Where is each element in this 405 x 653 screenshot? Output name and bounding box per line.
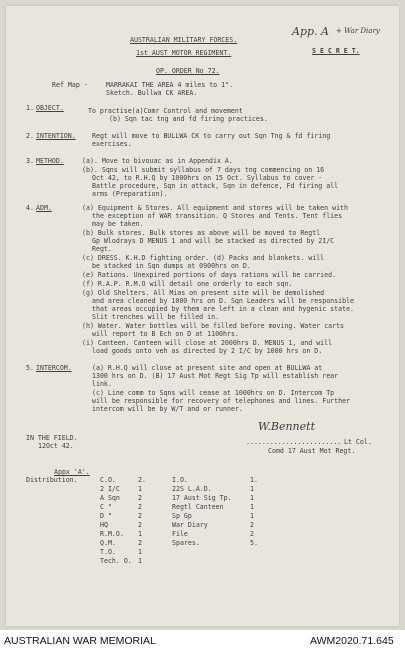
distribution-cell: File (172, 530, 188, 538)
distribution-cell: D " (100, 512, 112, 520)
para-number: 4. (26, 204, 34, 212)
distribution-cell: 1 (250, 512, 254, 520)
distribution-cell: R.M.O. (100, 530, 124, 538)
para-line: (b) Bulk stores. Bulk stores as above will be moved to Regtl (82, 229, 321, 237)
distribution-cell: 2 (250, 521, 254, 529)
para-number: 1. (26, 104, 34, 112)
para-line: Slit trenches will be filled in. (92, 313, 220, 321)
distribution-cell: 1 (250, 485, 254, 493)
para-line: To practise(a)Comr Control and movement (88, 107, 243, 115)
para-line: link. (92, 380, 112, 388)
para-line: (f) R.A.P. R.M.O will detail one orderly to each sqn. (82, 280, 293, 288)
distribution-cell: 2. (138, 476, 146, 484)
para-heading-method: METHOD. (36, 157, 64, 165)
para-line: intercom will be by W/T and or runner. (92, 405, 243, 413)
distribution-cell: Q.M. (100, 539, 116, 547)
footer-institution: AUSTRALIAN WAR MEMORIAL (4, 635, 156, 647)
distribution-cell: 5. (250, 539, 258, 547)
para-line: (g) Old Shelters. All Mias on present site will be demolished (82, 289, 325, 297)
para-line: (a) Equipment & Stores. All equipment and stores will be taken with (82, 204, 348, 212)
para-line: (c) DRESS. K.H.D fighting order. (d) Packs and blankets. will (82, 254, 325, 262)
distribution-cell: 2 I/C (100, 485, 120, 493)
field-place: IN THE FIELD. (26, 434, 78, 442)
distribution-cell: 1 (250, 494, 254, 502)
distribution-cell: War Diary (172, 521, 208, 529)
para-line: be stacked in Sqn dumps at 0900hrs on D. (92, 262, 251, 270)
ref-sketch: Sketch. Bullwa CK AREA. (106, 89, 198, 97)
distribution-cell: 2 (138, 494, 142, 502)
para-line: (c) Line comm to Sqns will cease at 1000hrs on D. Intercom Tp (92, 389, 335, 397)
distribution-cell: C " (100, 503, 112, 511)
distribution-cell: A Sqn (100, 494, 120, 502)
para-line: Oct 42, to R.H.Q by 1000hrs on 15 Oct. Syllabus to cover - (92, 174, 323, 182)
distribution-cell: 2 (138, 539, 142, 547)
distribution-cell: 2 (138, 512, 142, 520)
distribution-cell: 22S L.A.D. (172, 485, 212, 493)
distribution-cell: 2 (250, 530, 254, 538)
para-line: Gp Wlodrays D MENUS 1 and will be stacked as directed by 2I/C (92, 237, 335, 245)
para-line: (h) Water. Water bottles will be filled before moving. Water carts (82, 322, 345, 330)
para-line: Regt will move to BULLWA CK to carry out Sqn Tng & fd firing (92, 132, 331, 140)
para-number: 3. (26, 157, 34, 165)
para-line: (a) R.H.Q will close at present site and open at BULLWA at (92, 364, 323, 372)
distribution-cell: 2 (138, 503, 142, 511)
distribution-cell: Sp Gp (172, 512, 192, 520)
para-line: (e) Rations. Unexpired portions of days rations will be carried. (82, 271, 337, 279)
para-number: 5. (26, 364, 34, 372)
para-line: Regt. (92, 245, 112, 253)
distribution-cell: 17 Aust Sig Tp. (172, 494, 232, 502)
distribution-cell: 2 (138, 521, 142, 529)
para-line: and area cleaned by 1000 hrs on D. Sqn Leaders will be responsible (92, 297, 355, 305)
distribution-cell: HQ (100, 521, 108, 529)
distribution-cell: I.O. (172, 476, 188, 484)
para-line: (b). Sqns will submit syllabus of 7 days tng commencing on 16 (82, 166, 325, 174)
para-line: 1300 hrs on D. (B) 17 Aust Mot Regt Sig Tp will establish rear (92, 372, 339, 380)
distribution-cell: 1. (250, 476, 258, 484)
ref-map: MARRAKAI THE AREA 4 miles to 1". (106, 81, 234, 89)
distribution-cell: 1 (138, 530, 142, 538)
archive-footer (0, 630, 405, 653)
signature-line: ........................ (246, 438, 342, 446)
distribution-cell: C.O. (100, 476, 116, 484)
appendix-label: Appx 'A'. (54, 468, 90, 476)
para-line: will report to B Ech on D at 1100hrs. (92, 330, 239, 338)
signature: W.Bennett (258, 420, 315, 433)
para-line: the exception of WAR transition. Q Stores and Tents. Tent flies (92, 212, 343, 220)
field-date: 12Oct 42. (38, 442, 74, 450)
para-line: Battle procedure, Sqn in attack, Sqn in defence, Fd firing all (92, 182, 339, 190)
para-heading-adm: ADM. (36, 204, 52, 212)
document-page (6, 6, 399, 626)
para-line: that areas occupied by them are left in a clean and hygenic state. (92, 305, 355, 313)
signature-command: Comd 17 Aust Mot Regt. (268, 447, 356, 455)
distribution-cell: 1 (138, 557, 142, 565)
para-line: load goods onto veh as directed by 2 I/C by 1000 hrs on D. (92, 347, 323, 355)
handnote-war-diary: + War Diary (336, 27, 380, 35)
handnote-app-a: App. A (292, 25, 329, 38)
para-line: (b) Sqn tac tng and fd firing practices. (109, 115, 268, 123)
para-number: 2. (26, 132, 34, 140)
para-heading-object: OBJECT. (36, 104, 64, 112)
header-regiment: 1st AUST MOTOR REGIMENT. (136, 49, 232, 57)
para-heading-intention: INTENTION. (36, 132, 76, 140)
footer-reference: AWM2020.71.645 (310, 635, 394, 647)
distribution-cell: 1 (138, 548, 142, 556)
distribution-cell: 1 (138, 485, 142, 493)
para-heading-intercom: INTERCOM. (36, 364, 72, 372)
para-line: may be taken. (92, 220, 144, 228)
distribution-cell: Regtl Canteen (172, 503, 224, 511)
header-forces: AUSTRALIAN MILITARY FORCES. (130, 36, 238, 44)
distribution-label: Distribution. (26, 476, 78, 484)
ref-map-label: Ref Map - (52, 81, 88, 89)
para-line: will be responsible for recovery of telephones and lines. Further (92, 397, 351, 405)
para-line: arms (Preparation). (92, 190, 168, 198)
distribution-cell: T.O. (100, 548, 116, 556)
header-secret: S E C R E T. (312, 47, 360, 55)
para-line: (a). Move to bivouac as in Appendix A. (82, 157, 233, 165)
distribution-cell: Tech. O. (100, 557, 132, 565)
para-line: exercises. (92, 140, 132, 148)
signature-rank: Lt Col. (344, 438, 372, 446)
header-op-order: OP. ORDER No 72. (156, 67, 220, 75)
distribution-cell: 1 (250, 503, 254, 511)
distribution-cell: Spares. (172, 539, 200, 547)
para-line: (i) Canteen. Canteen will close at 2000hrs D. MENUS 1, and will (82, 339, 333, 347)
